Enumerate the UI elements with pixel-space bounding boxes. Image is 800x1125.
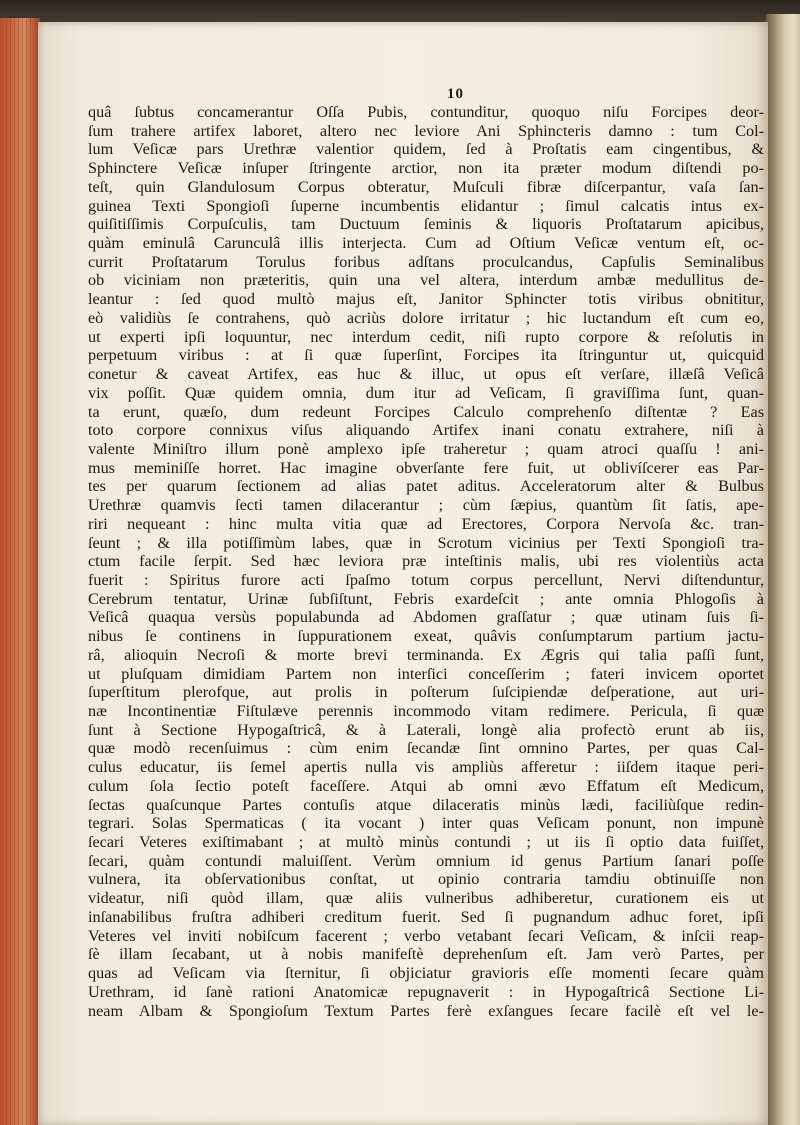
text-line: ſum trahere artifex laboret, altero nec leviore Ani Sphincteris damno : tum Col-	[88, 121, 764, 140]
text-line: perpetuum viribus : at ſi quæ ſuperſint, Forcipes ita ſtringuntur ut, quicquid	[88, 346, 764, 365]
text-line: ſeunt ; & illa potiſſimùm labes, quæ in Scrotum vicinius per Texti Spongioſi tra-	[88, 533, 764, 552]
text-line: valente Miniſtro illum ponè amplexo ipſe traheretur ; quam atroci quaſſu ! ani-	[88, 439, 764, 458]
text-line: conetur & caveat Artifex, eas huc & illuc, ut opus eſt verſare, illæſâ Veſicâ	[88, 365, 764, 384]
text-line: Veſicâ quaqua versùs populabunda ad Abdomen graſſatur ; quæ utinam ſuis ſi-	[88, 608, 764, 627]
text-line: mus meminiſſe horret. Hac imagine obverſante fere fuit, ut oblivíſcerer eas Par-	[88, 458, 764, 477]
text-line: ſectas quaſcunque Partes contuſis atque dilaceratis minùs lædi, faciliùſque redin-	[88, 795, 764, 814]
text-line: râ, alioquin Necroſi & morte brevi terminanda. Ex Ægris qui talia paſſi ſunt,	[88, 645, 764, 664]
text-line: neam Albam & Spongioſum Textum Partes ferè exſangues ſecare facilè eſt vel le-	[88, 1001, 764, 1020]
page-number: 10	[447, 86, 464, 102]
text-line: ſè illam ſecabant, ut à nobis manifeſtè deprehenſum eſt. Jam verò Partes, per	[88, 945, 764, 964]
page-text	[88, 103, 764, 1020]
text-line: culus educatur, iis ſemel apertis nulla vis ampliùs afferetur : iiſdem itaque peri-	[88, 758, 764, 777]
text-line: nibus ſe continens in ſuppurationem exeat, quâvis conſumptarum partium jactu-	[88, 627, 764, 646]
text-line: toto corpore connixus viſus aliquando Artifex inani conatu extrahere, niſi à	[88, 421, 764, 440]
text-line: culum ſola ſectio poteſt faceſſere. Atqui ab omni ævo Effatum eſt Medicum,	[88, 776, 764, 795]
text-line: ctum facile ſerpit. Sed hæc leviora præ inteſtinis malis, ubi res violentiùs acta	[88, 552, 764, 571]
book-right-pages	[766, 14, 800, 1125]
text-line: ſunt à Sectione Hypogaſtricâ, & à Laterali, longè alia profectò erunt ab iis,	[88, 720, 764, 739]
text-line: riri nequeant : hinc multa vitia quæ ad Erectores, Corpora Nervoſa &c. tran-	[88, 514, 764, 533]
text-line: inſanabilibus fruſtra adhiberi creditum fuerit. Sed ſi pugnandum adhuc foret, ipſi	[88, 907, 764, 926]
text-line: tes per quarum ſectionem ad alias patet aditus. Acceleratorum alter & Bulbus	[88, 477, 764, 496]
text-line: quâ ſubtus concamerantur Oſſa Pubis, contunditur, quoquo niſu Forcipes deor-	[88, 103, 764, 121]
text-line: vix poſſit. Quæ quidem omnia, dum itur ad Veſicam, ſi graviſſima ſunt, quan-	[88, 383, 764, 402]
text-line: Sphinctere Veſicæ inſuper ſtringente arctior, non ita præter modum diſtendi po-	[88, 159, 764, 178]
text-line: ta erunt, quæſo, dum redeunt Forcipes Calculo comprehenſo diſtentæ ? Eas	[88, 402, 764, 421]
text-line: Veteres vel inviti nobiſcum facerent ; verbo vetabant ſecari Veſicam, & inſcii reap-	[88, 926, 764, 945]
text-line: ſuperſtitum plerofque, aut prolis in poſterum ſuſcipiendæ deſperatione, aut uri-	[88, 683, 764, 702]
text-line: Urethram, id ſanè rationi Anatomicæ repugnaverit : in Hypogaſtricâ Sectione Li-	[88, 982, 764, 1001]
text-line: ſecari, quàm contundi maluiſſent. Verùm omnium id genus Partium ſanari poſſe	[88, 851, 764, 870]
text-line: currit Proſtatarum Torulus foribus adſtans proculcandus, Capſulis Seminalibus	[88, 252, 764, 271]
text-line: guinea Texti Spongioſi ſuperne incumbentis elidantur ; ſimul calcatis intus ex-	[88, 196, 764, 215]
text-line: quas ad Veſicam via ſternitur, ſi objiciatur gravioris eſſe momenti ſecare quàm	[88, 964, 764, 983]
text-line: ob viciniam non præteritis, quin una vel altera, interdum ambæ medullitus de-	[88, 271, 764, 290]
text-line: quiſitiſſimis Corpuſculis, tam Ductuum ſeminis & liquoris Proſtatarum apicibus,	[88, 215, 764, 234]
book-left-edge	[0, 18, 40, 1125]
text-line: lum Veſicæ pars Urethræ valentior quidem, ſed à Proſtatis eam cingentibus, &	[88, 140, 764, 159]
text-line: Urethræ quamvis ſecti tamen dilacerantur ; cùm ſæpius, quantùm ſit ſatis, ape-	[88, 496, 764, 515]
text-line: Cerebrum tentatur, Urinæ ſubſiſtunt, Febris exardeſcit ; ante omnia Phlogoſis à	[88, 589, 764, 608]
text-line: eò validiùs ſe contrahens, quò acriùs dolore irritatur ; hic luctandum eſt cum eo,	[88, 308, 764, 327]
text-line: tegrari. Solas Spermaticas ( ita vocant ) inter quas Veſicam ponunt, non impunè	[88, 814, 764, 833]
text-line: ſecari Veteres exiſtimabant ; at multò minùs contundi ; ut iis ſi optio data fuiſſet,	[88, 833, 764, 852]
text-line: vulnera, ita obſervationibus conſtat, ut opinio contraria tamdiu obtinuiſſe non	[88, 870, 764, 889]
text-line: ut pluſquam dimidiam Partem non interſici conceſſerim ; fateri invicem oportet	[88, 664, 764, 683]
text-line: næ Incontinentiæ Fiſtulæve perennis incommodo vitam redimere. Pericula, ſi quæ	[88, 702, 764, 720]
text-line: leantur : ſed quod multò majus eſt, Janitor Sphincter totis viribus obnititur,	[88, 290, 764, 309]
text-line: quàm eminulâ Carunculâ illis interjecta. Cum ad Oſtium Veſicæ ventum eſt, oc-	[88, 234, 764, 253]
text-line: ut experti ipſi loquuntur, nec interdum cedit, niſi rupto corpore & reſolutis in	[88, 327, 764, 346]
text-line: teſt, quin Glandulosum Corpus obteratur, Muſculi fibræ diſcerpantur, vaſa ſan-	[88, 177, 764, 196]
text-line: quæ modò recenſuimus : cùm enim ſecandæ ſint omnino Partes, per quas Cal-	[88, 739, 764, 758]
text-line: fuerit : Spiritus furore acti ſpaſmo totum corpus percellunt, Nervi diſtenduntur,	[88, 570, 764, 589]
text-line: videatur, niſi quòd illam, quæ aliis vulneribus adhiberetur, curationem eis ut	[88, 889, 764, 908]
